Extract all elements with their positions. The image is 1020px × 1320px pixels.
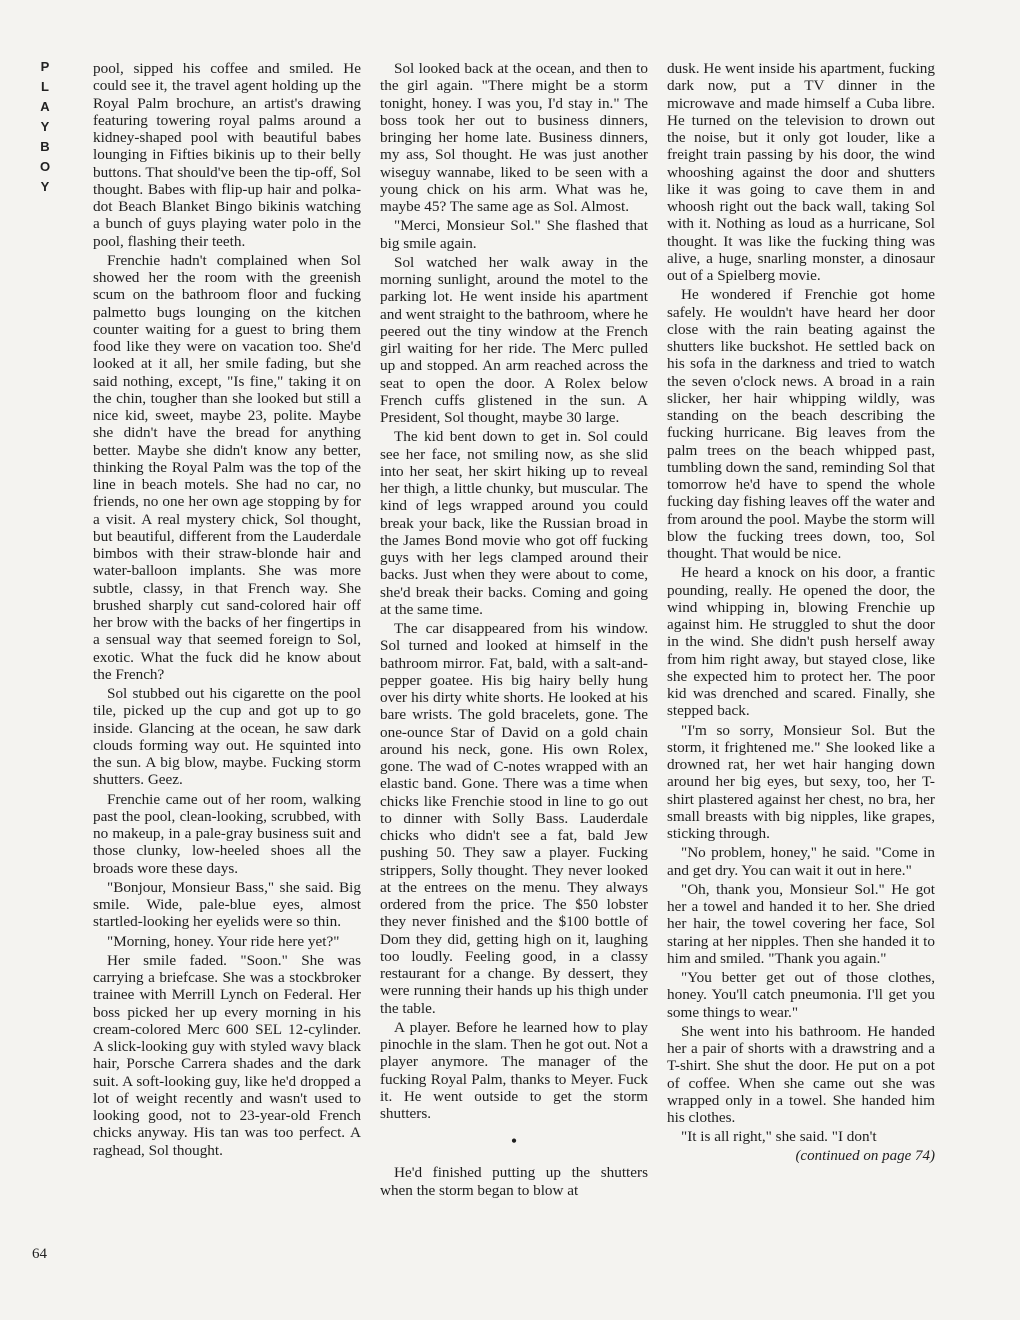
continued-line: (continued on page 74) [795,1147,935,1164]
paragraph: dusk. He went inside his apartment, fucking dark now, put a TV dinner in the microwave and made himself a Cuba libre. He turned on the television to drown out the noise, but it only got louder, like a freight train passing by his door, the wind whooshing against the door and shutters like it was going to cave them in and whoosh right out the back wall, taking Sol with it. Nothing as loud as a hurricane, Sol thought. It was like the fucking thing was alive, a huge, snarling monster, a dinosaur out of a Spielberg movie. [667,60,935,284]
masthead-letter: O [39,159,51,174]
masthead-letter: A [40,99,50,114]
paragraph: Sol watched her walk away in the morning sunlight, around the motel to the parking lot. He went inside his apartment and went straight to the bathroom, where he peered out the tiny window at the French girl waiting for her ride. The Merc pulled up and stopped. An arm reached across the seat to open the door. A Rolex below French cuffs glistened in the sun. A President, Sol thought, maybe 30 large. [380,253,648,426]
masthead-letter: B [40,139,50,154]
paragraph: "I'm so sorry, Monsieur Sol. But the storm, it frightened me." She looked like a drowned rat, her wet hair hanging down around her big eyes, but sexy, too, her T-shirt plastered against her chest, no bra, her small breasts with big nipples, like grapes, sticking through. [667,721,935,842]
paragraph: "It is all right," she said. "I don't [681,1128,877,1146]
paragraph: "You better get out of those clothes, honey. You'll catch pneumonia. I'll get you some things to wear." [667,969,935,1021]
paragraph: "No problem, honey," he said. "Come in and get dry. You can wait it out in here." [667,844,935,879]
masthead-letter: L [41,79,49,94]
paragraph: The kid bent down to get in. Sol could see her face, not smiling now, as she slid into her seat, her skirt hiking up to reveal her thigh, a little chunky, but muscular. The kind of legs wrapped around you could break your back, like the Russian broad in the James Bond movie who got off fucking guys with her legs clamped around their backs. Just when they were about to come, she'd break their backs. Coming and going at the same time. [380,428,648,618]
text-column-3 [667,60,935,1290]
paragraph: He wondered if Frenchie got home safely. He wouldn't have heard her door close with the rain beating against the shutters like buckshot. He settled back on his sofa in the darkness and tried to watch the seven o'clock news. A broad in a rain slicker, her hair whipping wildly, was standing on the beach describing the fucking hurricane. Big leaves from the palm trees on the beach whipped past, tumbling down the sand, reminding Sol that tomorrow he'd have to spend the whole fucking day fishing leaves off the water and from around the pool. Maybe the storm will blow the fucking trees down, too, Sol thought. That would be nice. [667,286,935,562]
text-column-1 [93,60,361,1290]
paragraph: The car disappeared from his window. Sol turned and looked at himself in the bathroom mirror. Fat, bald, with a salt-and-pepper goatee. His big hairy belly hung over his dirty white shorts. He looked at his bare wrists. The gold bracelets, gone. The one-ounce Star of David on a gold chain around his neck, gone. His own Rolex, gone. The wad of C-notes wrapped with an elastic band. Gone. There was a time when chicks like Frenchie stood in line to go out to dinner with Solly Bass. Lauderdale chicks who didn't see a fat, bald Jew pushing 50. They saw a player. Fucking strippers, Solly thought. They never looked at the entrees on the menu. They always ordered from the price. The $50 lobster they never finished and the $100 bottle of Dom they did, getting high on it, laughing too loudly. Feeling good, in a classy restaurant for a change. By dessert, they were running their hands up his thigh under the table. [380,620,648,1017]
section-divider-bullet: • [510,1131,518,1152]
paragraph: A player. Before he learned how to play pinochle in the slam. Then he got out. Not a player anymore. The manager of the fucking Royal Palm, thanks to Meyer. Fuck it. He went outside to get the storm shutters. [380,1018,648,1122]
masthead-playboy [30,60,60,220]
paragraph: Sol looked back at the ocean, and then to the girl again. "There might be a storm tonight, honey. I was you, I'd stay in." The boss took her out to business dinners, bringing her home late. Business dinners, my ass, Sol thought. He was just another wiseguy wannabe, liked to be seen with a young chick on his arm. What was he, maybe 45? The same age as Sol. Almost. [380,60,648,215]
paragraph: She went into his bathroom. He handed her a pair of shorts with a drawstring and a T-shirt. She shut the door. He put on a pot of coffee. When she came out she was wrapped only in a towel. She handed him his clothes. [667,1022,935,1126]
paragraph: Her smile faded. "Soon." She was carrying a briefcase. She was a stockbroker trainee with Merrill Lynch on Federal. Her boss picked her up every morning in his cream-colored Merc 600 SEL 12-cylinder. A slick-looking guy with styled wavy black hair, Porsche Carrera shades and the dark suit. A soft-looking guy, like he'd dropped a lot of weight recently and wasn't used to looking good, not to 23-year-old French chicks anyway. His tan was too perfect. A raghead, Sol thought. [93,951,361,1159]
paragraph: "Bonjour, Monsieur Bass," she said. Big smile. Wide, pale-blue eyes, almost startled-looking her eyelids were so thin. [93,878,361,931]
paragraph: "Merci, Monsieur Sol." She flashed that big smile again. [380,217,648,252]
paragraph: pool, sipped his coffee and smiled. He could see it, the travel agent holding up the Royal Palm brochure, an artist's drawing featuring towering royal palms around a kidney-shaped pool with beautiful babes lounging in Fifties bikinis up to their belly buttons. That should've been the tip-off, Sol thought. Babes with flip-up hair and polka-dot Beach Blanket Bingo bikinis watching a bunch of guys playing water polo in the pool, flashing their teeth. [93,60,361,250]
page-number: 64 [32,1246,47,1262]
paragraph: "Oh, thank you, Monsieur Sol." He got her a towel and handed it to her. She dried her hair, the towel covering her face, Sol staring at her nipples. Then she handed it to him and smiled. "Thank you again." [667,880,935,967]
masthead-letter: Y [40,179,50,194]
paragraph: Frenchie hadn't complained when Sol showed her the room with the greenish scum on the bathroom floor and fucking palmetto bugs lounging on the kitchen counter waiting for a guest to bring them food like they were on vacation too. She'd looked at it all, her smile fading, but she said nothing, except, "Is fine," taking it on the chin, tougher than she looked but still a nice kid, sweet, maybe 23, polite. Maybe she didn't have the bread for anything better. Maybe she didn't know any better, thinking the Royal Palm was the top of the line in beach motels. She had no car, no friends, no one her own age stopping by for a visit. A real mystery chick, Sol thought, but beautiful, different from the Lauderdale bimbos with their straw-blonde hair and water-balloon implants. She was more subtle, classy, in that French way. She brushed sharply cut sand-colored hair off her brow with the backs of her fingertips in a sensual way that seemed foreign to Sol, exotic. What the fuck did he know about the French? [93,251,361,683]
paragraph: He heard a knock on his door, a frantic pounding, really. He opened the door, the wind whipping in, blowing Frenchie up against him. He struggled to shut the door in the wind. She didn't push herself away from him right away, but stayed close, like she expected him to protect her. The poor kid was drenched and scared. Finally, she stepped back. [667,564,935,720]
text-column-2 [380,60,648,1290]
paragraph: Frenchie came out of her room, walking past the pool, clean-looking, scrubbed, with no makeup, in a pale-gray business suit and those clunky, low-heeled shoes all the broads wore these days. [93,790,361,877]
paragraph: He'd finished putting up the shutters when the storm began to blow at [380,1164,648,1199]
masthead-letter: Y [40,119,50,134]
paragraph: "Morning, honey. Your ride here yet?" [107,932,340,950]
masthead-letter: P [40,59,50,74]
paragraph: Sol stubbed out his cigarette on the pool tile, picked up the cup and got up to go inside. Glancing at the ocean, he saw dark clouds forming way out. He squinted into the sun. A big blow, maybe. Fucking storm shutters. Geez. [93,685,361,789]
